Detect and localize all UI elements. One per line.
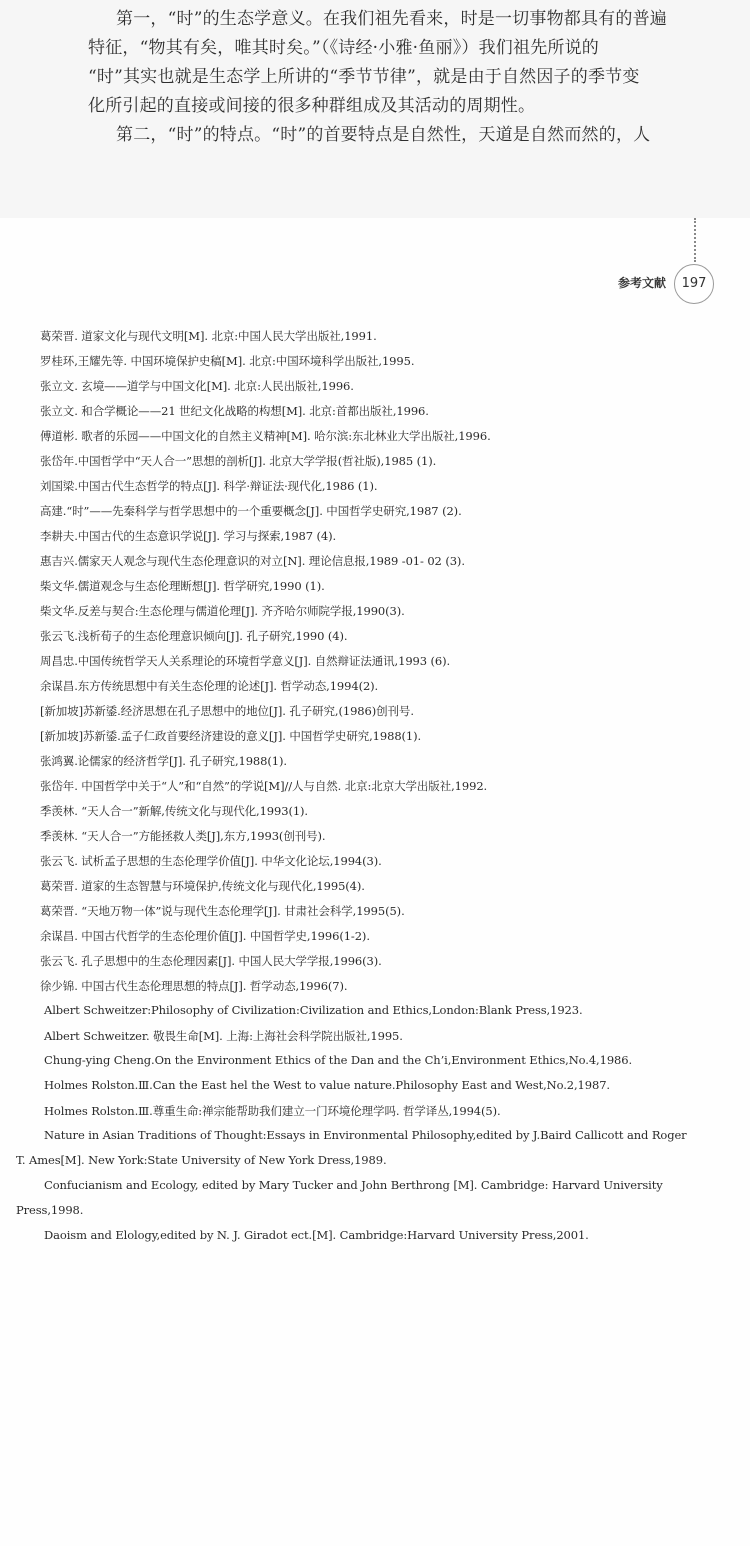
paragraph-line: 化所引起的直接或间接的很多种群组成及其活动的周期性。 <box>88 96 536 116</box>
reference-item: [新加坡]苏新鋈.经济思想在孔子思想中的地位[J]. 孔子研究,(1986)创刊号. <box>40 704 414 718</box>
reference-item: Holmes Rolston.Ⅲ.尊重生命:禅宗能帮助我们建立一门环境伦理学吗. 哲学译丛,1994(5). <box>44 1104 501 1118</box>
reference-item: 张立文. 玄境——道学与中国文化[M]. 北京:人民出版社,1996. <box>40 379 354 393</box>
reference-item: 刘国梁.中国古代生态哲学的特点[J]. 科学·辩证法·现代化,1986 (1). <box>40 479 378 493</box>
section-label: 参考文献 <box>618 276 667 290</box>
reference-item: Press,1998. <box>16 1203 84 1217</box>
reference-item: 葛荣晋. 道家的生态智慧与环境保护,传统文化与现代化,1995(4). <box>40 879 365 893</box>
reference-item: 周昌忠.中国传统哲学天人关系理论的环境哲学意义[J]. 自然辩证法通讯,1993 (6). <box>40 654 451 668</box>
dotted-divider <box>694 218 696 262</box>
reference-item: 张岱年. 中国哲学中关于“人”和“自然”的学说[M]//人与自然. 北京:北京大学出版社,1992. <box>40 779 488 793</box>
reference-item: Daoism and Elology,edited by N. J. Giradot ect.[M]. Cambridge:Harvard University Press,2001. <box>44 1228 589 1242</box>
reference-item: Nature in Asian Traditions of Thought:Essays in Environmental Philosophy,edited by J.Baird Callicott and Roger <box>44 1128 687 1142</box>
reference-item: 张岱年.中国哲学中“天人合一”思想的剖析[J]. 北京大学学报(哲社版),1985 (1). <box>40 454 437 468</box>
reference-item: 惠吉兴.儒家天人观念与现代生态伦理意识的对立[N]. 理论信息报,1989 -01- 02 (3). <box>40 554 465 568</box>
reference-item: Confucianism and Ecology, edited by Mary Tucker and John Berthrong [M]. Cambridge: Harvard University <box>44 1178 663 1192</box>
reference-item: [新加坡]苏新鋈.孟子仁政首要经济建设的意义[J]. 中国哲学史研究,1988(1). <box>40 729 422 743</box>
reference-item: 葛荣晋. 道家文化与现代文明[M]. 北京:中国人民大学出版社,1991. <box>40 329 377 343</box>
reference-item: T. Ames[M]. New York:State University of New York Dress,1989. <box>16 1153 387 1167</box>
paragraph-line: 特征，“物其有矣，唯其时矣。”（《诗经·小雅·鱼丽》）我们祖先所说的 <box>88 38 599 58</box>
reference-item: 张立文. 和合学概论——21 世纪文化战略的构想[M]. 北京:首都出版社,1996. <box>40 404 429 418</box>
reference-item: 张云飞.浅析荀子的生态伦理意识倾向[J]. 孔子研究,1990 (4). <box>40 629 348 643</box>
reference-item: 季羡林. “天人合一”新解,传统文化与现代化,1993(1). <box>40 804 308 818</box>
reference-item: 张云飞. 孔子思想中的生态伦理因素[J]. 中国人民大学学报,1996(3). <box>40 954 382 968</box>
paragraph-line: 第一，“时”的生态学意义。在我们祖先看来，时是一切事物都具有的普遍 <box>116 9 667 29</box>
reference-item: 柴文华.儒道观念与生态伦理断想[J]. 哲学研究,1990 (1). <box>40 579 325 593</box>
reference-item: 葛荣晋. “天地万物一体”说与现代生态伦理学[J]. 甘肃社会科学,1995(5). <box>40 904 405 918</box>
paragraph-line: “时”其实也就是生态学上所讲的“季节节律”，就是由于自然因子的季节变 <box>88 67 640 87</box>
reference-item: Albert Schweitzer:Philosophy of Civilization:Civilization and Ethics,London:Blank Press,1923. <box>44 1003 583 1017</box>
page-number: 197 <box>674 264 714 304</box>
reference-item: 季羡林. “天人合一”方能拯救人类[J],东方,1993(创刊号). <box>40 829 326 843</box>
reference-item: 徐少锦. 中国古代生态伦理思想的特点[J]. 哲学动态,1996(7). <box>40 979 348 993</box>
reference-item: 张鸿翼.论儒家的经济哲学[J]. 孔子研究,1988(1). <box>40 754 287 768</box>
previous-page-fragment <box>0 0 750 218</box>
reference-item: 傅道彬. 歌者的乐园——中国文化的自然主义精神[M]. 哈尔滨:东北林业大学出版社,1996. <box>40 429 491 443</box>
reference-item: 罗桂环,王耀先等. 中国环境保护史稿[M]. 北京:中国环境科学出版社,1995. <box>40 354 415 368</box>
reference-item: 余谋昌.东方传统思想中有关生态伦理的论述[J]. 哲学动态,1994(2). <box>40 679 379 693</box>
reference-item: Holmes Rolston.Ⅲ.Can the East hel the West to value nature.Philosophy East and West,No.2,1987. <box>44 1078 610 1092</box>
reference-item: 高建.“时”——先秦科学与哲学思想中的一个重要概念[J]. 中国哲学史研究,1987 (2). <box>40 504 462 518</box>
reference-item: 张云飞. 试析孟子思想的生态伦理学价值[J]. 中华文化论坛,1994(3). <box>40 854 382 868</box>
paragraph-line: 第二，“时”的特点。“时”的首要特点是自然性，天道是自然而然的，人 <box>116 125 651 145</box>
reference-item: 柴文华.反差与契合:生态伦理与儒道伦理[J]. 齐齐哈尔师院学报,1990(3). <box>40 604 405 618</box>
reference-item: Chung-ying Cheng.On the Environment Ethics of the Dan and the Ch’i,Environment Ethics,No.4,1986. <box>44 1053 633 1067</box>
reference-item: 余谋昌. 中国古代哲学的生态伦理价值[J]. 中国哲学史,1996(1-2). <box>40 929 370 943</box>
reference-item: 李耕夫.中国古代的生态意识学说[J]. 学习与探索,1987 (4). <box>40 529 337 543</box>
reference-item: Albert Schweitzer. 敬畏生命[M]. 上海:上海社会科学院出版社,1995. <box>44 1029 403 1043</box>
